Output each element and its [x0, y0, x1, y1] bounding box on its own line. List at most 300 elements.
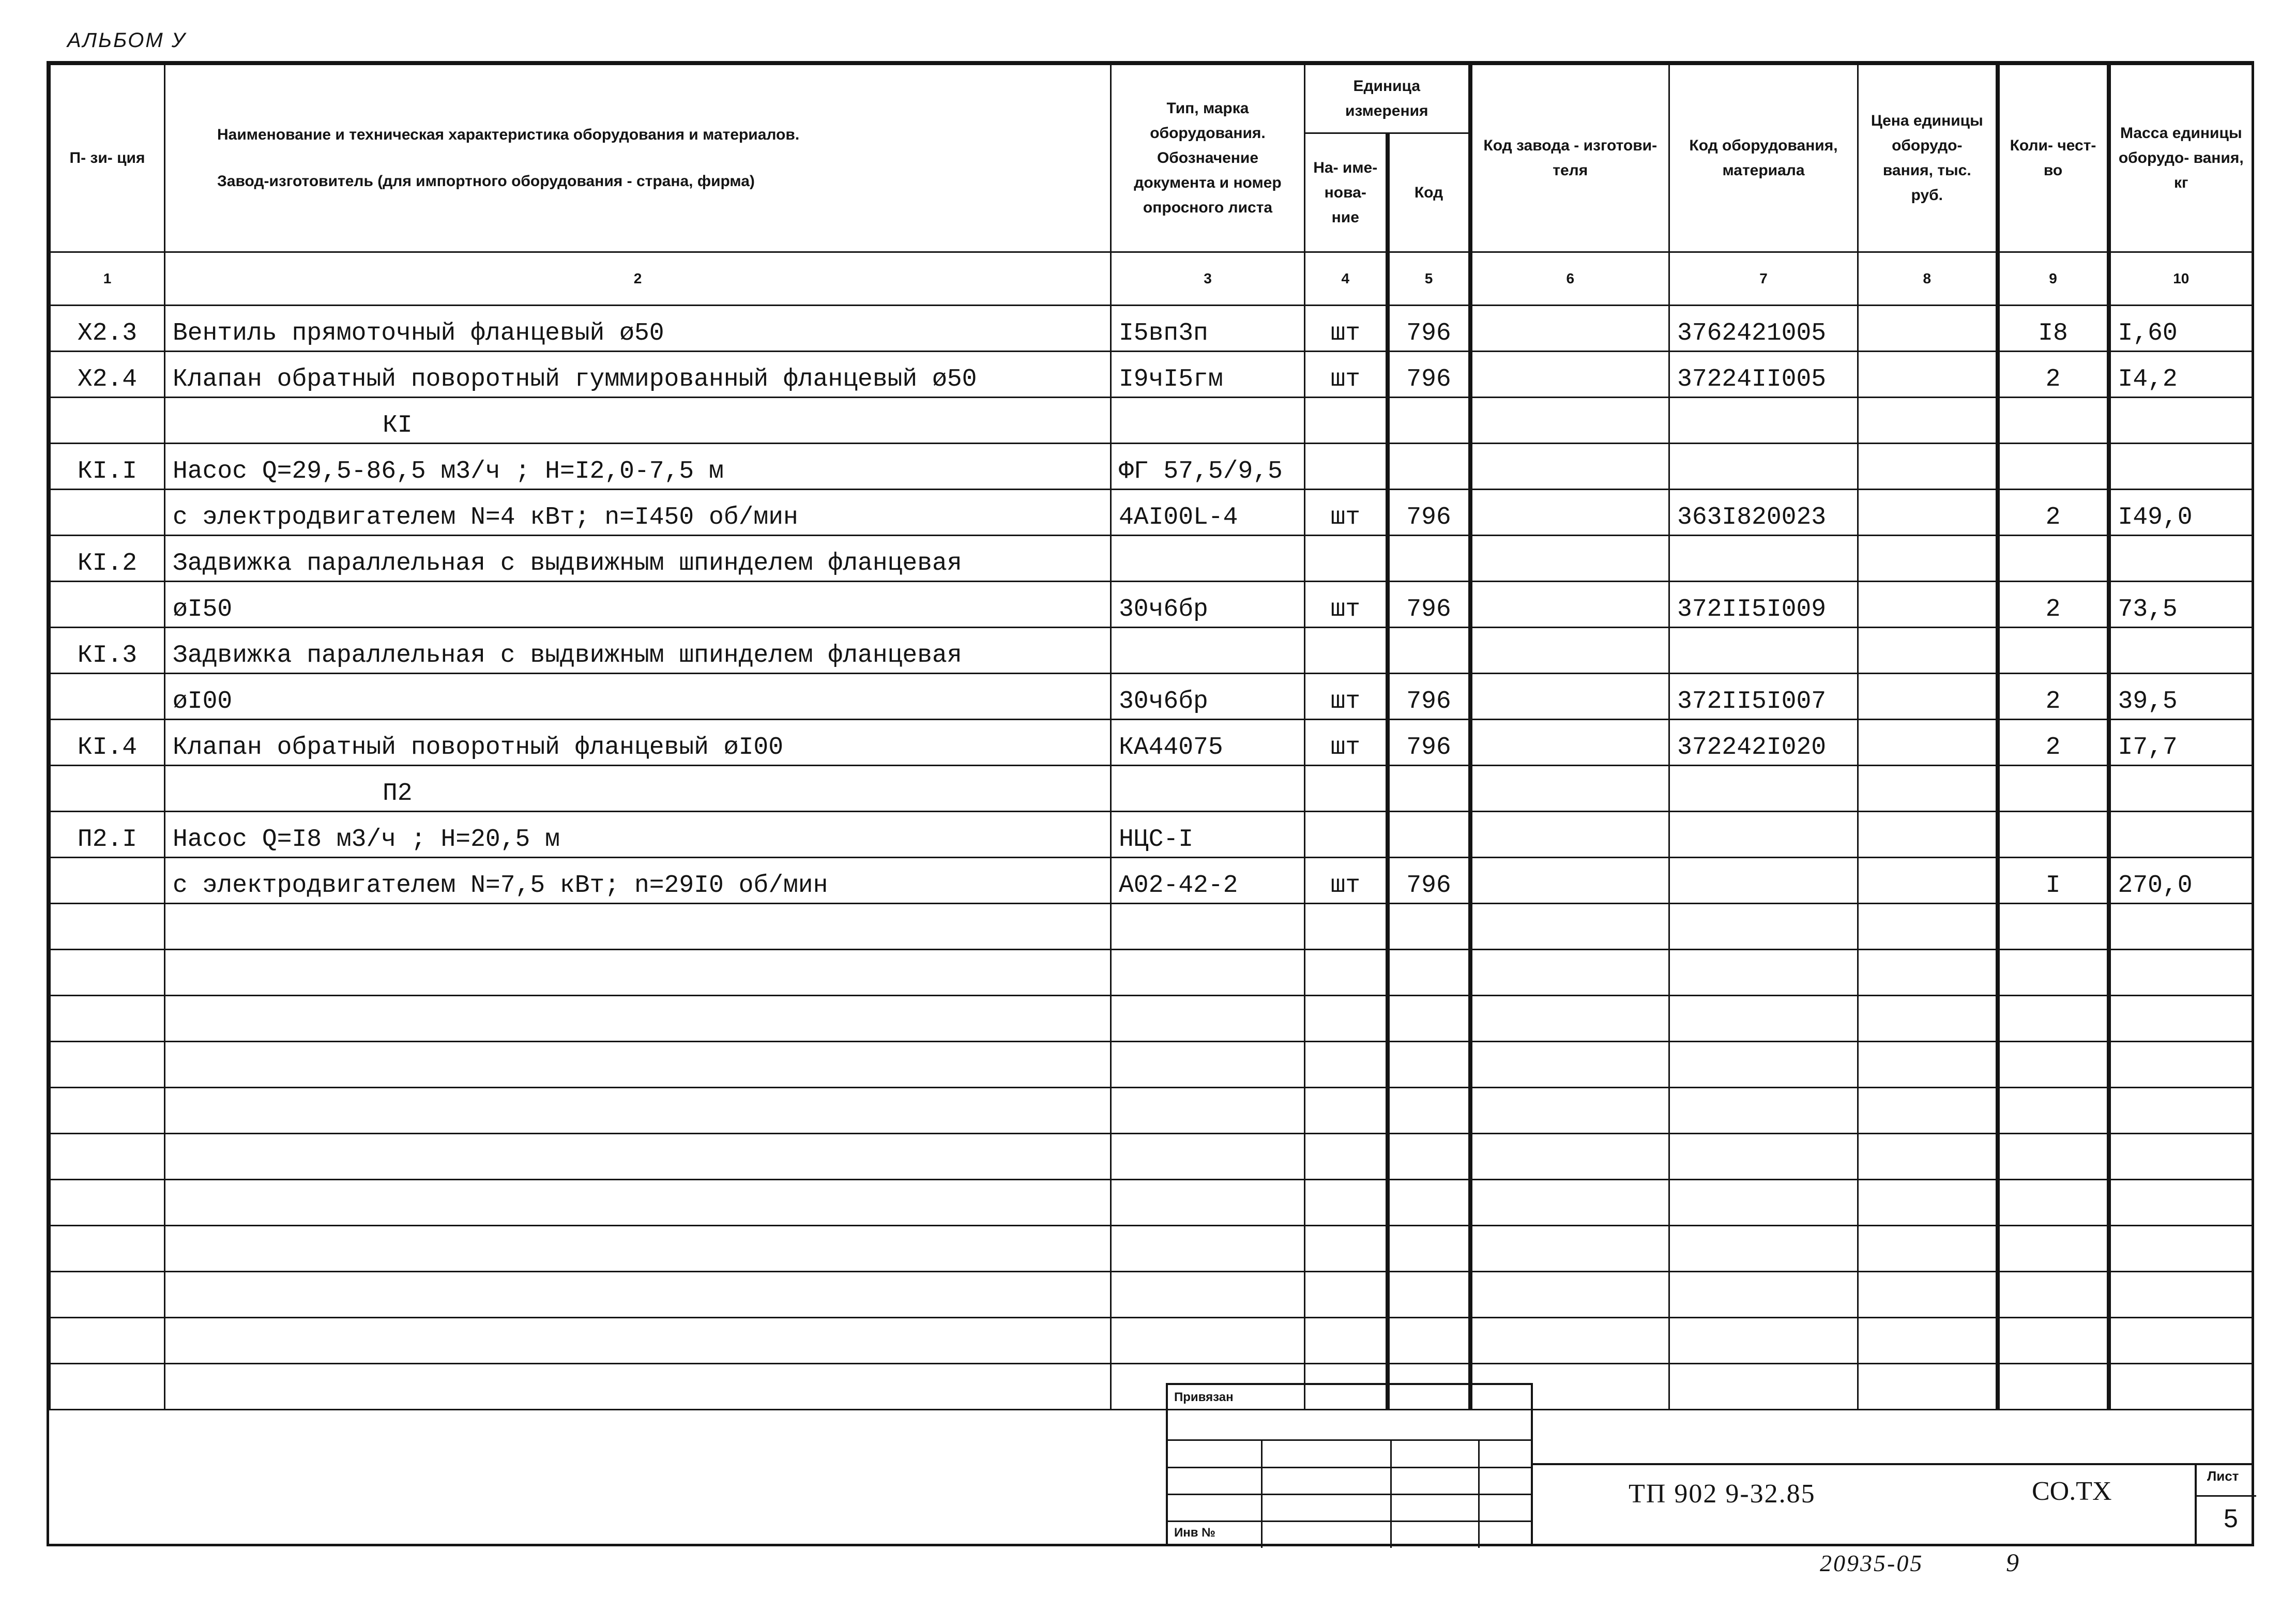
cell-pos	[50, 1088, 165, 1134]
cell-name: Насос Q=29,5-86,5 м3/ч ; Н=I2,0-7,5 м	[165, 444, 1111, 490]
cell-ucode	[1388, 950, 1470, 996]
sheet-label: Лист	[2207, 1468, 2239, 1484]
table-row	[50, 720, 2253, 766]
cell-price	[1858, 812, 1998, 858]
cell-code	[1669, 1042, 1858, 1088]
cell-type: 4АI00L-4	[1111, 490, 1305, 536]
cell-qty	[1998, 1134, 2109, 1180]
cell-pos	[50, 1134, 165, 1180]
header-price: Цена единицы оборудо- вания, тыс. руб.	[1858, 65, 1998, 252]
cell-qty	[1998, 536, 2109, 582]
cell-code	[1669, 950, 1858, 996]
cell-mass	[2109, 996, 2253, 1042]
cell-unit: шт	[1305, 306, 1388, 352]
cell-price	[1858, 582, 1998, 628]
cell-plant	[1470, 674, 1669, 720]
cell-qty: 2	[1998, 582, 2109, 628]
empty-row	[50, 1226, 2253, 1272]
cell-name	[165, 904, 1111, 950]
cell-qty: 2	[1998, 674, 2109, 720]
cell-price	[1858, 766, 1998, 812]
cell-plant	[1470, 1088, 1669, 1134]
cell-type: ФГ 57,5/9,5	[1111, 444, 1305, 490]
header-plant-code: Код завода - изготови- теля	[1470, 65, 1669, 252]
cell-code: 3762421005	[1669, 306, 1858, 352]
cell-name: Задвижка параллельная с выдвижным шпинделем фланцевая	[165, 536, 1111, 582]
cell-unit	[1305, 812, 1388, 858]
cell-ucode	[1388, 766, 1470, 812]
header-type: Тип, марка оборудования. Обозначение документа и номер опросного листа	[1111, 65, 1305, 252]
cell-code	[1669, 1088, 1858, 1134]
table-row	[50, 536, 2253, 582]
cell-pos	[50, 950, 165, 996]
approval-stamp	[1166, 1383, 1533, 1546]
cell-ucode: 796	[1388, 306, 1470, 352]
cell-price	[1858, 996, 1998, 1042]
cell-pos: П2.I	[50, 812, 165, 858]
empty-row	[50, 1134, 2253, 1180]
cell-code	[1669, 904, 1858, 950]
column-number-row	[50, 252, 2253, 306]
cell-code	[1669, 1180, 1858, 1226]
cell-name	[165, 1364, 1111, 1410]
cell-unit	[1305, 1134, 1388, 1180]
document-number: ТП 902 9-32.85	[1629, 1479, 1816, 1509]
empty-row	[50, 1318, 2253, 1364]
cell-name	[165, 1272, 1111, 1318]
cell-code: 363I820023	[1669, 490, 1858, 536]
cell-mass	[2109, 1272, 2253, 1318]
cell-unit	[1305, 536, 1388, 582]
cell-name: øI00	[165, 674, 1111, 720]
cell-pos	[50, 996, 165, 1042]
cell-type: А02-42-2	[1111, 858, 1305, 904]
cell-ucode	[1388, 1226, 1470, 1272]
cell-mass	[2109, 1318, 2253, 1364]
cell-mass	[2109, 1134, 2253, 1180]
cell-unit	[1305, 996, 1388, 1042]
column-number: 10	[2109, 252, 2253, 306]
cell-plant	[1470, 398, 1669, 444]
cell-unit	[1305, 1226, 1388, 1272]
column-number: 6	[1470, 252, 1669, 306]
cell-unit: шт	[1305, 490, 1388, 536]
cell-plant	[1470, 1226, 1669, 1272]
empty-row	[50, 1180, 2253, 1226]
cell-type: 30ч6бр	[1111, 582, 1305, 628]
cell-ucode	[1388, 996, 1470, 1042]
column-number: 3	[1111, 252, 1305, 306]
table-row	[50, 582, 2253, 628]
cell-code	[1669, 812, 1858, 858]
cell-mass	[2109, 1042, 2253, 1088]
cell-type	[1111, 1134, 1305, 1180]
cell-qty: 2	[1998, 720, 2109, 766]
specification-table	[49, 64, 2253, 1410]
cell-plant	[1470, 1134, 1669, 1180]
cell-name: Клапан обратный поворотный гуммированный фланцевый ø50	[165, 352, 1111, 398]
cell-ucode	[1388, 628, 1470, 674]
cell-name: Вентиль прямоточный фланцевый ø50	[165, 306, 1111, 352]
cell-qty	[1998, 1180, 2109, 1226]
cell-type	[1111, 1042, 1305, 1088]
cell-mass: 39,5	[2109, 674, 2253, 720]
stamp-line	[1478, 1439, 1480, 1548]
header-name-line1: Наименование и техническая характеристика оборудования и материалов.	[217, 126, 800, 143]
cell-mass: I49,0	[2109, 490, 2253, 536]
cell-mass: I4,2	[2109, 352, 2253, 398]
empty-row	[50, 904, 2253, 950]
cell-unit	[1305, 444, 1388, 490]
cell-mass: 73,5	[2109, 582, 2253, 628]
cell-code: 37224II005	[1669, 352, 1858, 398]
cell-name: с электродвигателем N=7,5 кВт; n=29I0 об/мин	[165, 858, 1111, 904]
stamp-inventory-label: Инв №	[1174, 1526, 1215, 1540]
cell-mass	[2109, 950, 2253, 996]
cell-type	[1111, 1272, 1305, 1318]
cell-type	[1111, 536, 1305, 582]
cell-name	[165, 1088, 1111, 1134]
cell-price	[1858, 904, 1998, 950]
cell-ucode	[1388, 444, 1470, 490]
sheet-box	[2195, 1463, 2256, 1546]
column-number: 2	[165, 252, 1111, 306]
cell-type	[1111, 398, 1305, 444]
header-mass: Масса единицы оборудо- вания, кг	[2109, 65, 2253, 252]
column-number: 9	[1998, 252, 2109, 306]
cell-type	[1111, 1318, 1305, 1364]
cell-name	[165, 1180, 1111, 1226]
cell-pos	[50, 1226, 165, 1272]
cell-name	[165, 996, 1111, 1042]
cell-mass	[2109, 812, 2253, 858]
table-row	[50, 490, 2253, 536]
cell-pos	[50, 1042, 165, 1088]
cell-unit	[1305, 628, 1388, 674]
cell-code	[1669, 858, 1858, 904]
cell-pos	[50, 490, 165, 536]
cell-mass	[2109, 1226, 2253, 1272]
cell-type	[1111, 766, 1305, 812]
table-row	[50, 398, 2253, 444]
cell-qty	[1998, 812, 2109, 858]
cell-mass	[2109, 904, 2253, 950]
stamp-line	[1168, 1520, 1531, 1522]
cell-ucode: 796	[1388, 490, 1470, 536]
cell-type	[1111, 1088, 1305, 1134]
cell-plant	[1470, 536, 1669, 582]
cell-qty: I	[1998, 858, 2109, 904]
cell-qty	[1998, 1226, 2109, 1272]
cell-qty	[1998, 950, 2109, 996]
cell-mass	[2109, 628, 2253, 674]
cell-mass: 270,0	[2109, 858, 2253, 904]
cell-unit	[1305, 1318, 1388, 1364]
cell-mass	[2109, 536, 2253, 582]
cell-type	[1111, 996, 1305, 1042]
cell-unit: шт	[1305, 858, 1388, 904]
cell-plant	[1470, 352, 1669, 398]
cell-ucode	[1388, 1318, 1470, 1364]
cell-mass: I,60	[2109, 306, 2253, 352]
cell-name: øI50	[165, 582, 1111, 628]
header-name	[165, 65, 1111, 252]
cell-mass	[2109, 398, 2253, 444]
cell-ucode	[1388, 536, 1470, 582]
header-unit-name: На- име- нова- ние	[1305, 133, 1388, 252]
cell-qty	[1998, 398, 2109, 444]
cell-price	[1858, 1134, 1998, 1180]
cell-qty	[1998, 1088, 2109, 1134]
cell-ucode	[1388, 1180, 1470, 1226]
cell-price	[1858, 490, 1998, 536]
cell-code: 372242I020	[1669, 720, 1858, 766]
cell-plant	[1470, 490, 1669, 536]
cell-code	[1669, 398, 1858, 444]
cell-ucode	[1388, 1088, 1470, 1134]
cell-code	[1669, 1364, 1858, 1410]
empty-row	[50, 1272, 2253, 1318]
cell-mass: I7,7	[2109, 720, 2253, 766]
header-equipment-code: Код оборудования, материала	[1669, 65, 1858, 252]
cell-price	[1858, 306, 1998, 352]
cell-name: П2	[165, 766, 1111, 812]
cell-name: Клапан обратный поворотный фланцевый øI00	[165, 720, 1111, 766]
cell-unit	[1305, 950, 1388, 996]
cell-pos: КI.4	[50, 720, 165, 766]
empty-row	[50, 950, 2253, 996]
cell-code	[1669, 1272, 1858, 1318]
cell-code	[1669, 1318, 1858, 1364]
cell-type: I9чI5гм	[1111, 352, 1305, 398]
cell-pos	[50, 904, 165, 950]
cell-ucode: 796	[1388, 582, 1470, 628]
cell-name	[165, 1134, 1111, 1180]
cell-price	[1858, 352, 1998, 398]
cell-qty: 2	[1998, 352, 2109, 398]
cell-price	[1858, 858, 1998, 904]
cell-name: с электродвигателем N=4 кВт; n=I450 об/мин	[165, 490, 1111, 536]
cell-mass	[2109, 1088, 2253, 1134]
cell-pos	[50, 766, 165, 812]
empty-row	[50, 1364, 2253, 1410]
cell-price	[1858, 1042, 1998, 1088]
column-number: 5	[1388, 252, 1470, 306]
cell-type	[1111, 628, 1305, 674]
cell-type: 30ч6бр	[1111, 674, 1305, 720]
title-block-line	[1533, 1463, 2254, 1465]
cell-code	[1669, 766, 1858, 812]
cell-code: 372II5I007	[1669, 674, 1858, 720]
cell-type: КА44075	[1111, 720, 1305, 766]
cell-plant	[1470, 582, 1669, 628]
cell-plant	[1470, 628, 1669, 674]
cell-ucode: 796	[1388, 720, 1470, 766]
cell-name	[165, 1318, 1111, 1364]
cell-pos	[50, 1364, 165, 1410]
cell-qty	[1998, 1364, 2109, 1410]
cell-price	[1858, 1364, 1998, 1410]
cell-plant	[1470, 766, 1669, 812]
column-number: 4	[1305, 252, 1388, 306]
cell-unit: шт	[1305, 352, 1388, 398]
cell-ucode	[1388, 398, 1470, 444]
cell-name	[165, 1042, 1111, 1088]
cell-pos: Х2.3	[50, 306, 165, 352]
table-row	[50, 766, 2253, 812]
cell-qty	[1998, 628, 2109, 674]
archive-page: 9	[2006, 1548, 2019, 1577]
cell-code	[1669, 996, 1858, 1042]
cell-plant	[1470, 1272, 1669, 1318]
cell-unit	[1305, 1272, 1388, 1318]
cell-unit	[1305, 398, 1388, 444]
cell-unit: шт	[1305, 674, 1388, 720]
column-number: 1	[50, 252, 165, 306]
cell-ucode	[1388, 812, 1470, 858]
header-name-line2: Завод-изготовитель (для импортного оборудования - страна, фирма)	[217, 173, 755, 190]
cell-type	[1111, 1226, 1305, 1272]
archive-number: 20935-05	[1820, 1550, 1924, 1576]
cell-type: НЦС-I	[1111, 812, 1305, 858]
table-row	[50, 306, 2253, 352]
table-row	[50, 352, 2253, 398]
stamp-line	[1261, 1439, 1263, 1548]
table-row	[50, 858, 2253, 904]
cell-price	[1858, 628, 1998, 674]
cell-unit	[1305, 766, 1388, 812]
cell-plant	[1470, 858, 1669, 904]
cell-ucode: 796	[1388, 858, 1470, 904]
cell-qty	[1998, 996, 2109, 1042]
cell-plant	[1470, 996, 1669, 1042]
document-code: СО.ТХ	[2032, 1477, 2112, 1506]
cell-pos: КI.3	[50, 628, 165, 674]
cell-plant	[1470, 904, 1669, 950]
cell-ucode: 796	[1388, 352, 1470, 398]
stamp-line	[1390, 1439, 1392, 1548]
stamp-line	[1168, 1494, 1531, 1495]
cell-plant	[1470, 306, 1669, 352]
cell-unit	[1305, 1088, 1388, 1134]
cell-price	[1858, 1180, 1998, 1226]
cell-price	[1858, 1088, 1998, 1134]
cell-qty	[1998, 766, 2109, 812]
cell-price	[1858, 950, 1998, 996]
cell-unit: шт	[1305, 720, 1388, 766]
cell-price	[1858, 720, 1998, 766]
cell-mass	[2109, 444, 2253, 490]
cell-code	[1669, 1134, 1858, 1180]
cell-type	[1111, 950, 1305, 996]
cell-code	[1669, 536, 1858, 582]
table-row	[50, 674, 2253, 720]
cell-mass	[2109, 1180, 2253, 1226]
cell-code	[1669, 628, 1858, 674]
cell-plant	[1470, 720, 1669, 766]
cell-code	[1669, 1226, 1858, 1272]
cell-plant	[1470, 444, 1669, 490]
cell-qty: I8	[1998, 306, 2109, 352]
cell-mass	[2109, 1364, 2253, 1410]
cell-pos: КI.2	[50, 536, 165, 582]
cell-pos	[50, 1272, 165, 1318]
cell-type: I5вп3п	[1111, 306, 1305, 352]
sheet-number: 5	[2224, 1504, 2238, 1533]
cell-pos: Х2.4	[50, 352, 165, 398]
header-position: П- зи- ция	[50, 65, 165, 252]
empty-row	[50, 996, 2253, 1042]
cell-qty: 2	[1998, 490, 2109, 536]
cell-pos	[50, 858, 165, 904]
cell-ucode: 796	[1388, 674, 1470, 720]
stamp-attached-label: Привязан	[1174, 1390, 1234, 1404]
cell-plant	[1470, 812, 1669, 858]
cell-price	[1858, 1318, 1998, 1364]
header-quantity: Коли- чест- во	[1998, 65, 2109, 252]
cell-price	[1858, 674, 1998, 720]
empty-row	[50, 1088, 2253, 1134]
cell-ucode	[1388, 1134, 1470, 1180]
column-number: 8	[1858, 252, 1998, 306]
header-unit: Единица измерения	[1305, 65, 1470, 133]
table-row	[50, 812, 2253, 858]
cell-price	[1858, 398, 1998, 444]
cell-price	[1858, 536, 1998, 582]
cell-plant	[1470, 950, 1669, 996]
cell-price	[1858, 444, 1998, 490]
cell-price	[1858, 1226, 1998, 1272]
cell-ucode	[1388, 904, 1470, 950]
cell-plant	[1470, 1318, 1669, 1364]
cell-qty	[1998, 444, 2109, 490]
cell-unit: шт	[1305, 582, 1388, 628]
cell-code	[1669, 444, 1858, 490]
stamp-line	[1168, 1439, 1531, 1441]
cell-name: Задвижка параллельная с выдвижным шпинделем фланцевая	[165, 628, 1111, 674]
stamp-line	[1168, 1467, 1531, 1468]
album-label: АЛЬБОМ У	[67, 29, 187, 52]
cell-pos	[50, 582, 165, 628]
empty-row	[50, 1042, 2253, 1088]
cell-ucode	[1388, 1042, 1470, 1088]
cell-type	[1111, 904, 1305, 950]
cell-type	[1111, 1180, 1305, 1226]
cell-pos	[50, 1180, 165, 1226]
header-unit-code: Код	[1388, 133, 1470, 252]
column-number: 7	[1669, 252, 1858, 306]
sheet-box-line	[2197, 1495, 2256, 1497]
cell-name	[165, 950, 1111, 996]
cell-name	[165, 1226, 1111, 1272]
cell-qty	[1998, 904, 2109, 950]
cell-plant	[1470, 1042, 1669, 1088]
cell-pos	[50, 398, 165, 444]
cell-qty	[1998, 1318, 2109, 1364]
cell-name: Насос Q=I8 м3/ч ; Н=20,5 м	[165, 812, 1111, 858]
cell-unit	[1305, 1042, 1388, 1088]
cell-ucode	[1388, 1272, 1470, 1318]
cell-qty	[1998, 1042, 2109, 1088]
cell-name: КI	[165, 398, 1111, 444]
cell-unit	[1305, 1180, 1388, 1226]
table-row	[50, 444, 2253, 490]
cell-mass	[2109, 766, 2253, 812]
cell-plant	[1470, 1180, 1669, 1226]
cell-pos	[50, 674, 165, 720]
cell-qty	[1998, 1272, 2109, 1318]
cell-pos: КI.I	[50, 444, 165, 490]
